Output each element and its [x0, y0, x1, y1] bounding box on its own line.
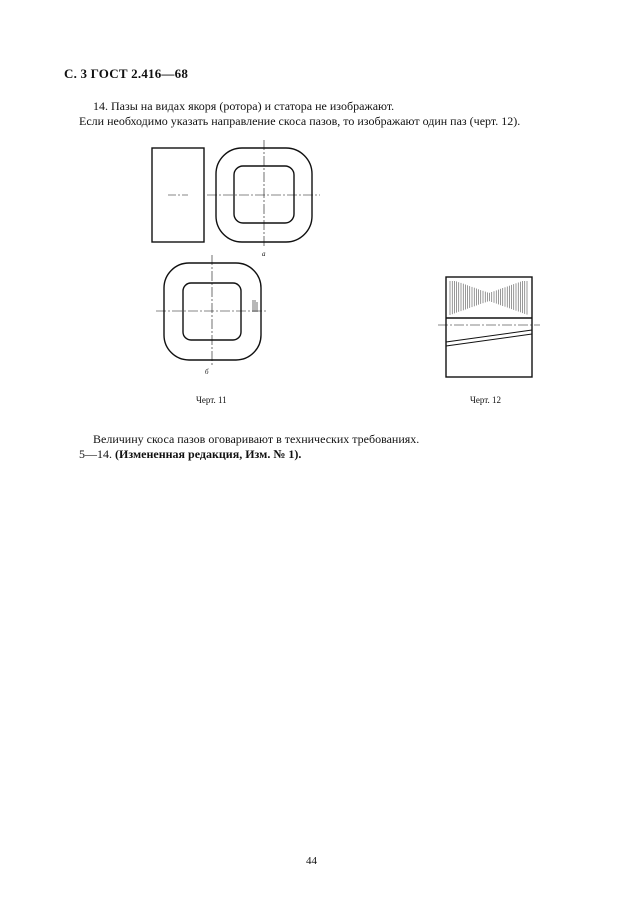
paragraph-amendment [79, 447, 301, 462]
figure-11b-front-view [156, 255, 268, 366]
amendment-note: (Измененная редакция, Изм. № 1). [115, 447, 302, 461]
page-header: С. 3 ГОСТ 2.416—68 [64, 66, 189, 81]
amendment-prefix: 5—14. [79, 447, 115, 461]
caption-figure-11: Черт. 11 [196, 395, 227, 405]
figure-12-hatching [450, 281, 527, 315]
paragraph-14-continued: Если необходимо указать направление скоса пазов, то изображают один паз (черт. 12). [79, 114, 521, 128]
paragraph-skew-value: Величину скоса пазов оговаривают в технических требованиях. [93, 432, 420, 446]
figure-11a-side-view [152, 148, 204, 242]
caption-figure-12: Черт. 12 [470, 395, 501, 405]
page-number: 44 [306, 855, 317, 867]
figure-11a-front-view [207, 140, 320, 248]
figure-label-a: а [262, 250, 266, 258]
paragraph-14: 14. Пазы на видах якоря (ротора) и статора не изображают. [93, 99, 395, 113]
figure-label-b: б [205, 368, 209, 376]
